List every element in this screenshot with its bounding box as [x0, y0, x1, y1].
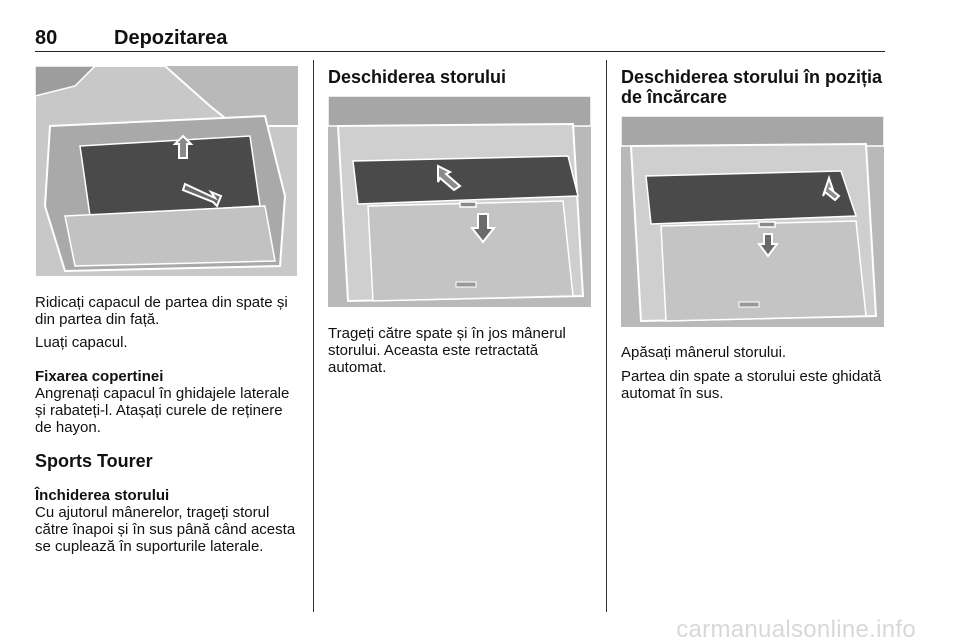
column-divider-2 [606, 60, 607, 612]
figure-opening-blind-loading-illustration [621, 116, 884, 327]
header-rule [35, 51, 885, 52]
figure-opening-blind-illustration [328, 96, 591, 307]
paragraph-guided-up: Partea din spate a storului este ghidată automat în sus. [621, 368, 882, 402]
heading-opening-blind: Deschiderea storului [328, 67, 507, 87]
caption-1: Ridicați capacul de partea din spate și din partea din față. [35, 294, 288, 328]
heading-opening-blind-loading: Deschiderea storului în poziția de încărcare [621, 67, 883, 107]
subheading-closing-blind: Închiderea storului [35, 487, 170, 504]
caption-2: Luați capacul. [35, 334, 128, 351]
page-number: 80 [35, 27, 58, 49]
paragraph-closing-blind: Cu ajutorul mânerelor, trageți storul către înapoi și în sus până când acesta se cuplează în suporturile laterale. [35, 504, 296, 555]
figure-cover-removal [35, 66, 298, 277]
paragraph-fixing-cover: Angrenați capacul în ghidajele laterale și rabateți-l. Atașați curele de reținere de hayon. [35, 385, 290, 436]
column-divider-1 [313, 60, 314, 612]
section-title-sports-tourer: Sports Tourer [35, 451, 153, 471]
blind-handle-icon [460, 202, 476, 207]
paragraph-press-handle: Apăsați mânerul storului. [621, 344, 787, 361]
blind-handle-icon [759, 222, 775, 227]
figure-opening-blind-loading [621, 116, 884, 327]
page-title: Depozitarea [114, 27, 228, 49]
watermark: carmanualsonline.info [676, 616, 916, 643]
subheading-fixing-cover: Fixarea copertinei [35, 368, 164, 385]
figure-opening-blind [328, 96, 591, 307]
paragraph-opening-blind: Trageți către spate și în jos mânerul storului. Aceasta este retractată automat. [328, 325, 566, 376]
figure-cover-removal-illustration [35, 66, 298, 277]
